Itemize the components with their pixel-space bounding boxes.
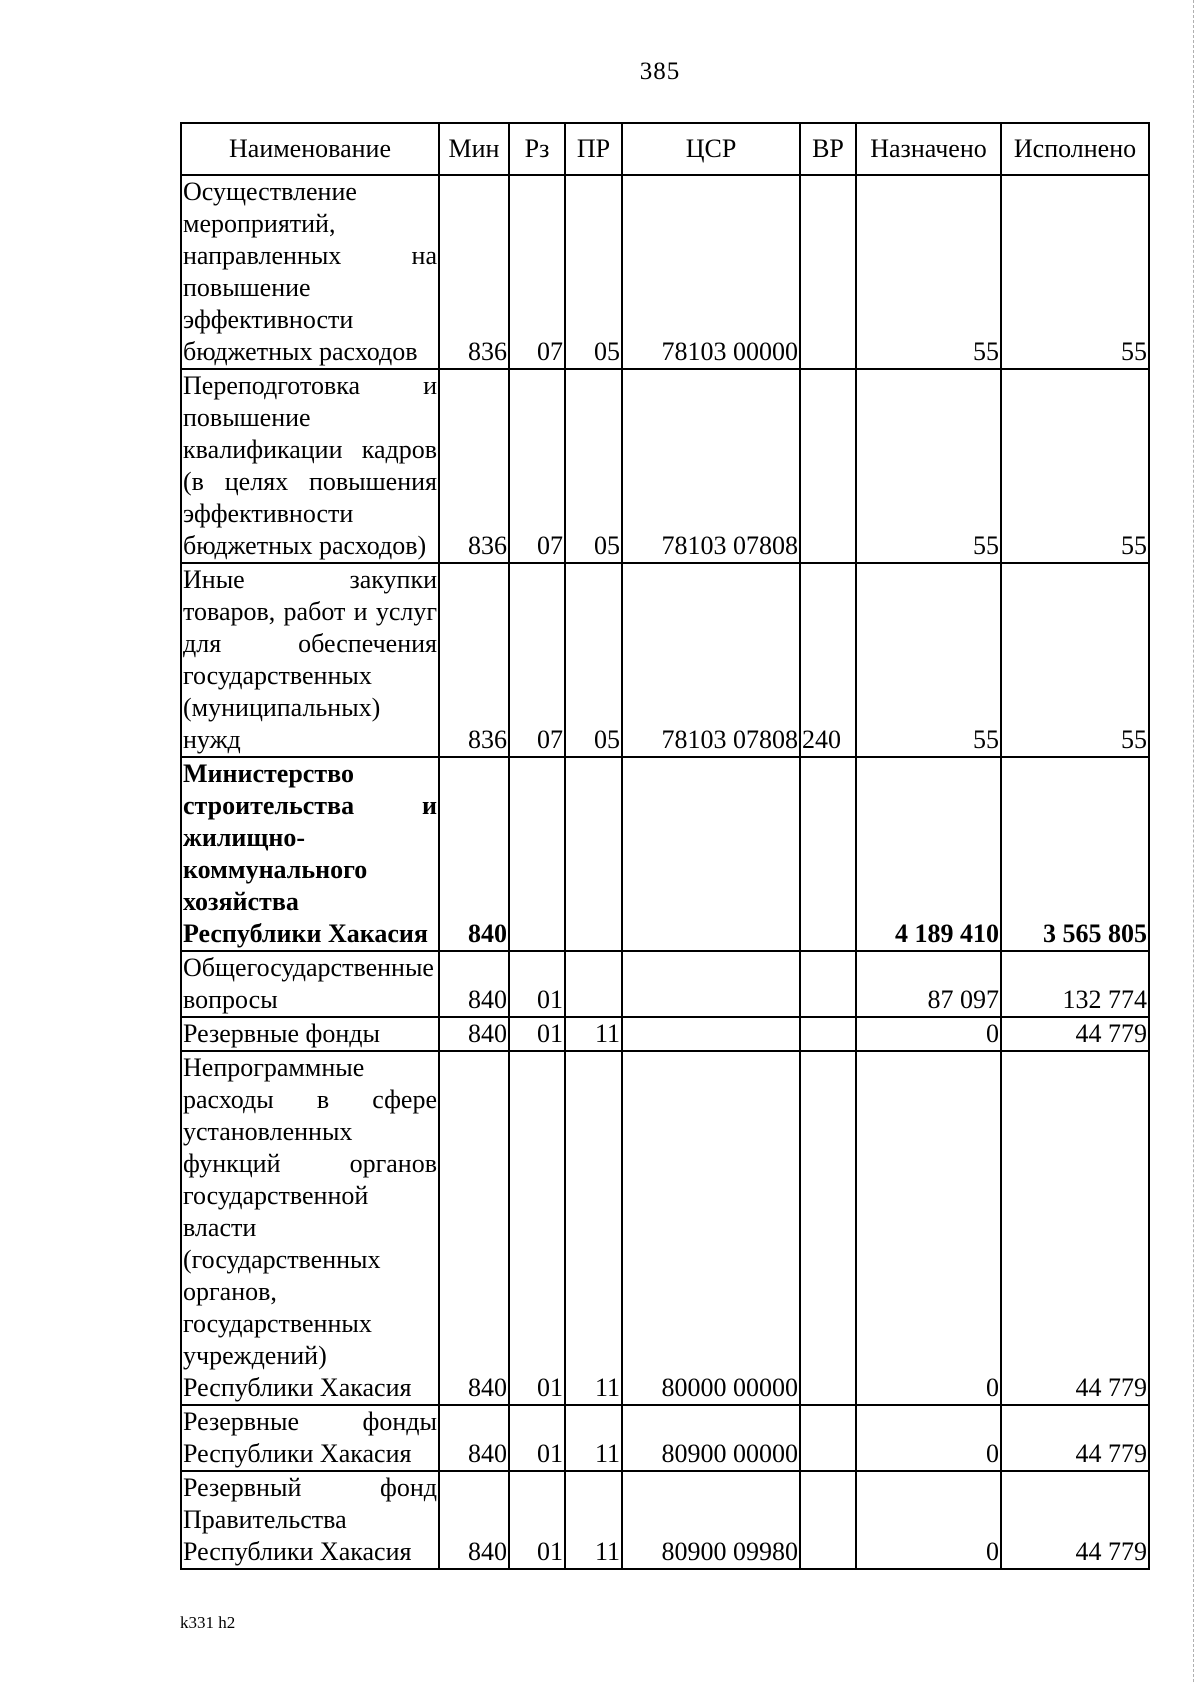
row-name-cell: Осуществление мероприятий, направленных на повышение эффективности бюджетных расходов — [181, 175, 439, 369]
row-csr-cell — [622, 1017, 800, 1051]
column-header-rz: Рз — [509, 123, 565, 175]
row-executed-cell: 44 779 — [1001, 1017, 1149, 1051]
table-row — [181, 1471, 1149, 1569]
row-rz-cell: 07 — [509, 175, 565, 369]
row-csr-cell: 78103 07808 — [622, 563, 800, 757]
row-executed-cell: 55 — [1001, 175, 1149, 369]
row-min-cell: 840 — [439, 1471, 509, 1569]
row-executed-cell: 44 779 — [1001, 1051, 1149, 1405]
row-executed-cell: 132 774 — [1001, 951, 1149, 1017]
row-assigned-cell: 0 — [856, 1471, 1001, 1569]
row-rz-cell: 01 — [509, 1405, 565, 1471]
row-min-cell: 840 — [439, 951, 509, 1017]
row-assigned-cell: 55 — [856, 175, 1001, 369]
row-vr-cell — [800, 1405, 856, 1471]
row-name-cell: Министерство строительства и жилищно-коммунального хозяйства Республики Хакасия — [181, 757, 439, 951]
row-csr-cell: 78103 00000 — [622, 175, 800, 369]
row-name-cell: Переподготовка и повышение квалификации кадров (в целях повышения эффективности бюджетных расходов) — [181, 369, 439, 563]
row-rz-cell: 01 — [509, 951, 565, 1017]
row-pr-cell: 11 — [565, 1051, 622, 1405]
table-row-ministry — [181, 757, 1149, 951]
row-csr-cell: 78103 07808 — [622, 369, 800, 563]
row-csr-cell: 80900 00000 — [622, 1405, 800, 1471]
column-header-name: Наименование — [181, 123, 439, 175]
column-header-csr: ЦСР — [622, 123, 800, 175]
row-rz-cell: 01 — [509, 1017, 565, 1051]
row-executed-cell: 3 565 805 — [1001, 757, 1149, 951]
row-pr-cell — [565, 757, 622, 951]
row-executed-cell: 44 779 — [1001, 1471, 1149, 1569]
row-rz-cell: 01 — [509, 1471, 565, 1569]
row-csr-cell: 80900 09980 — [622, 1471, 800, 1569]
row-assigned-cell: 0 — [856, 1405, 1001, 1471]
row-vr-cell — [800, 175, 856, 369]
row-pr-cell: 05 — [565, 563, 622, 757]
row-assigned-cell: 4 189 410 — [856, 757, 1001, 951]
table-row — [181, 175, 1149, 369]
row-vr-cell — [800, 1017, 856, 1051]
table-row — [181, 1405, 1149, 1471]
row-rz-cell: 07 — [509, 563, 565, 757]
row-csr-cell: 80000 00000 — [622, 1051, 800, 1405]
row-csr-cell — [622, 951, 800, 1017]
row-vr-cell: 240 — [800, 563, 856, 757]
column-header-vr: ВР — [800, 123, 856, 175]
row-min-cell: 840 — [439, 757, 509, 951]
page-number: 385 — [639, 58, 681, 85]
row-vr-cell — [800, 1471, 856, 1569]
row-vr-cell — [800, 369, 856, 563]
table-row — [181, 1051, 1149, 1405]
row-min-cell: 836 — [439, 175, 509, 369]
row-name-cell: Общегосударственные вопросы — [181, 951, 439, 1017]
row-vr-cell — [800, 757, 856, 951]
column-header-pr: ПР — [565, 123, 622, 175]
table-row — [181, 1017, 1149, 1051]
column-header-assigned: Назначено — [856, 123, 1001, 175]
row-assigned-cell: 55 — [856, 369, 1001, 563]
row-rz-cell — [509, 757, 565, 951]
row-assigned-cell: 87 097 — [856, 951, 1001, 1017]
row-assigned-cell: 0 — [856, 1051, 1001, 1405]
row-executed-cell: 44 779 — [1001, 1405, 1149, 1471]
row-min-cell: 840 — [439, 1405, 509, 1471]
row-executed-cell: 55 — [1001, 563, 1149, 757]
row-executed-cell: 55 — [1001, 369, 1149, 563]
row-min-cell: 836 — [439, 563, 509, 757]
row-name-cell: Резервный фонд Правительства Республики Хакасия — [181, 1471, 439, 1569]
row-vr-cell — [800, 1051, 856, 1405]
row-pr-cell: 11 — [565, 1471, 622, 1569]
row-rz-cell: 07 — [509, 369, 565, 563]
footer-code: k331 h2 — [180, 1613, 236, 1632]
budget-table — [180, 122, 1150, 1570]
table-header-row — [181, 123, 1149, 175]
row-name-cell: Непрограммные расходы в сфере установленных функций органов государственной власти (государственных органов, государственных учреждений) Республики Хакасия — [181, 1051, 439, 1405]
row-pr-cell: 05 — [565, 369, 622, 563]
row-csr-cell — [622, 757, 800, 951]
row-min-cell: 840 — [439, 1017, 509, 1051]
row-name-cell: Иные закупки товаров, работ и услуг для обеспечения государственных (муниципальных) нужд — [181, 563, 439, 757]
table-row — [181, 563, 1149, 757]
row-name-cell: Резервные фонды Республики Хакасия — [181, 1405, 439, 1471]
row-min-cell: 836 — [439, 369, 509, 563]
row-pr-cell: 11 — [565, 1017, 622, 1051]
row-vr-cell — [800, 951, 856, 1017]
row-name-cell: Резервные фонды — [181, 1017, 439, 1051]
table-row — [181, 951, 1149, 1017]
row-min-cell: 840 — [439, 1051, 509, 1405]
row-pr-cell — [565, 951, 622, 1017]
row-assigned-cell: 0 — [856, 1017, 1001, 1051]
row-assigned-cell: 55 — [856, 563, 1001, 757]
row-pr-cell: 05 — [565, 175, 622, 369]
scan-edge-line — [1193, 0, 1197, 1682]
row-pr-cell: 11 — [565, 1405, 622, 1471]
column-header-executed: Исполнено — [1001, 123, 1149, 175]
row-rz-cell: 01 — [509, 1051, 565, 1405]
column-header-min: Мин — [439, 123, 509, 175]
table-row — [181, 369, 1149, 563]
